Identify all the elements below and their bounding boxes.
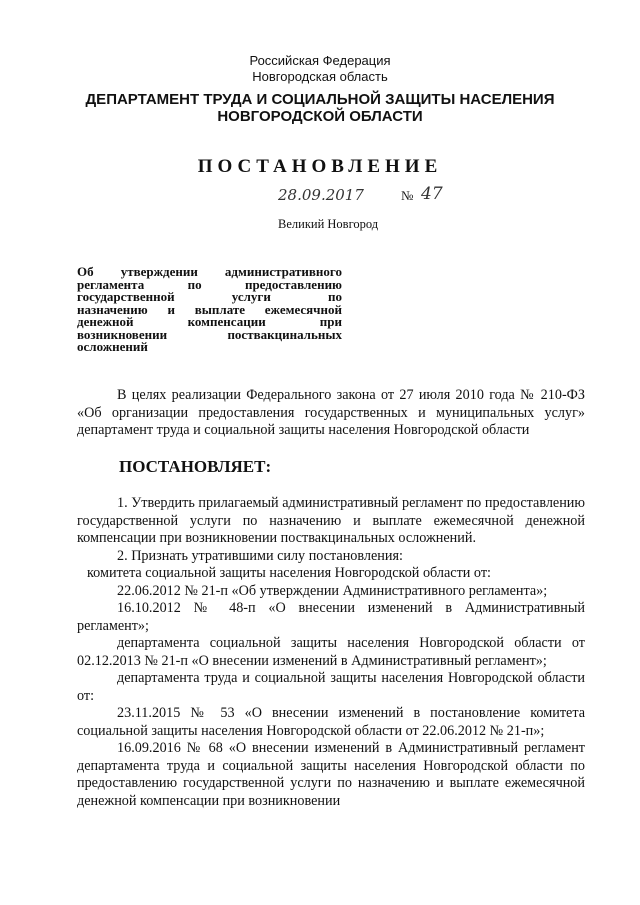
subject-line: регламента по предоставлению	[77, 276, 342, 292]
subject-line: назначению и выплате ежемесячной	[77, 301, 342, 317]
paragraph-dept-labor: департамента труда и социальной защиты населения Новгородской области от:	[77, 670, 585, 704]
date-number-row	[278, 184, 478, 208]
handwritten-date: 28.09.2017	[278, 186, 364, 204]
paragraph-act-2015-53: 23.11.2015 № 53 «О внесении изменений в постановление комитета социальной защиты населения Новгородской области от 22.06.2012 № 21-п»;	[77, 705, 585, 739]
preamble-block	[77, 387, 585, 440]
paragraph-2: 2. Признать утратившими силу постановления:	[117, 547, 403, 564]
preamble-text: В целях реализации Федерального закона от 27 июля 2010 года № 210-ФЗ «Об организации предоставления государственных и муниципальных услуг» департамент труда и социальной защиты населения Новгородской области	[77, 387, 585, 438]
paragraph-act-2016-68: 16.09.2016 № 68 «О внесении изменений в Административный регламент департамента труда и социальной защиты населения Новгородской области по предоставлению государственной услуги по назначению и выплате ежемесячной денежной компенсации при возникновении	[77, 740, 585, 809]
handwritten-number: 47	[421, 184, 443, 204]
subject-line: возникновении поствакцинальных	[77, 326, 342, 342]
header-country: Российская Федерация	[249, 53, 391, 68]
subject-line: осложнений	[77, 339, 148, 354]
document-subject	[77, 266, 342, 354]
subject-line: государственной услуги по	[77, 289, 342, 304]
paragraph-committee: комитета социальной защиты населения Новгородской области от:	[87, 565, 491, 581]
paragraph-1: 1. Утвердить прилагаемый административный регламент по предоставлению государственной услуги по назначению и выплате ежемесячной денежной компенсации при возникновении поствакцинальных осложнений.	[77, 495, 585, 546]
header-region: Новгородская область	[252, 69, 388, 84]
subject-line: Об утверждении административного	[77, 264, 342, 279]
paragraph-act-2012-21: 22.06.2012 № 21-п «Об утверждении Административного регламента»;	[117, 582, 548, 599]
resolves-heading: ПОСТАНОВЛЯЕТ:	[119, 457, 272, 476]
paragraph-dept-2013: департамента социальной защиты населения Новгородской области от 02.12.2013 № 21-п «О внесении изменений в Административный регламент»;	[77, 635, 585, 669]
subject-line: денежной компенсации при	[77, 314, 342, 329]
resolution-body	[77, 495, 585, 810]
number-sign: №	[401, 188, 414, 203]
department-name-line1: ДЕПАРТАМЕНТ ТРУДА И СОЦИАЛЬНОЙ ЗАЩИТЫ НАСЕЛЕНИЯ	[85, 91, 555, 108]
paragraph-act-2012-48: 16.10.2012 № 48-п «О внесении изменений в Административный регламент»;	[77, 600, 585, 634]
document-type-title: ПОСТАНОВЛЕНИЕ	[197, 156, 443, 177]
department-name-line2: НОВГОРОДСКОЙ ОБЛАСТИ	[217, 108, 423, 125]
document-city: Великий Новгород	[278, 217, 379, 231]
